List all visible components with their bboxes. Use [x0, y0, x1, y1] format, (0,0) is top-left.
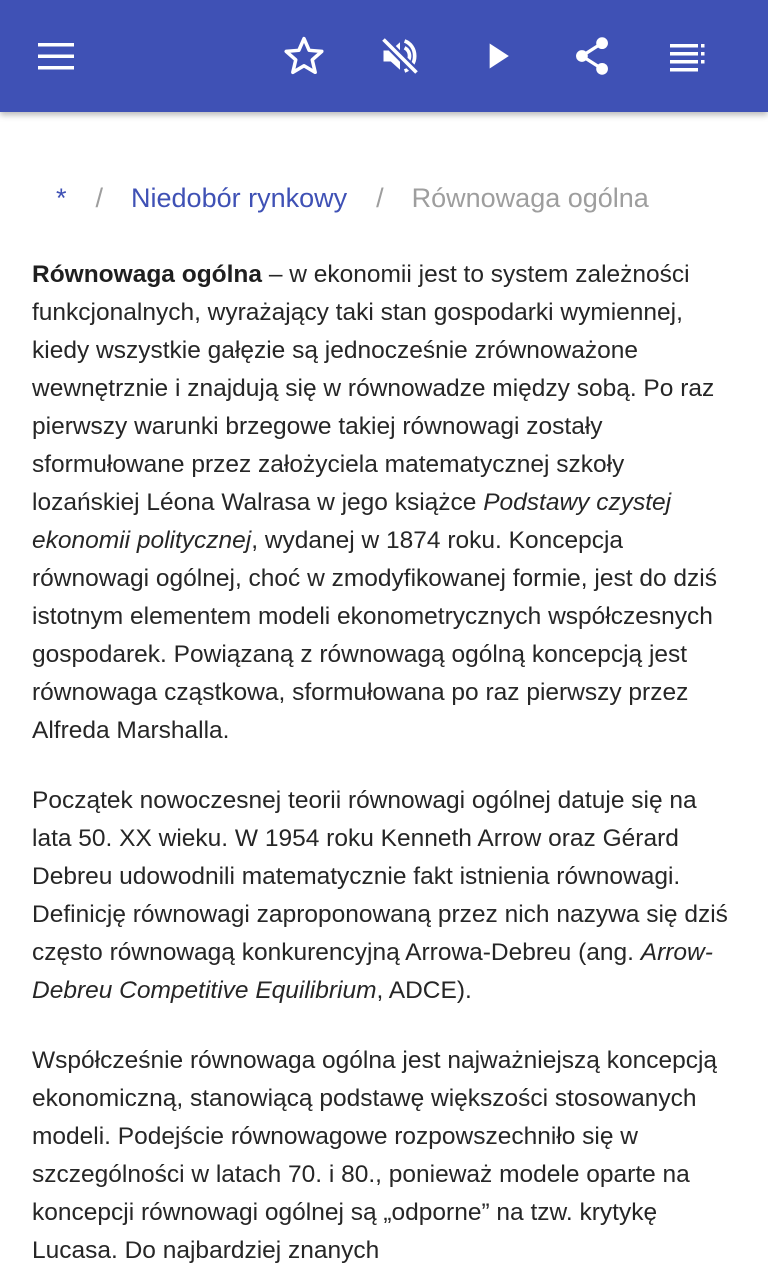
article-term: Równowaga ogólna: [32, 261, 263, 288]
english-term: Arrow-Debreu Competitive Equilibrium: [32, 939, 713, 1004]
paragraph-2: [32, 782, 736, 1010]
book-title: Podstawy czystej ekonomii politycznej: [32, 489, 672, 554]
breadcrumb-separator: /: [376, 183, 384, 213]
contents-button[interactable]: [660, 28, 716, 84]
menu-button[interactable]: [28, 28, 84, 84]
paragraph-text: , ADCE).: [376, 977, 472, 1004]
paragraph-text: – w ekonomii jest to system zależności funkcjonalnych, wyrażający taki stan gospodarki wymiennej, kiedy wszystkie gałęzie są jednocześnie zrównoważone wewnętrznie i znajdują się w równowadze między sobą. Po raz pierwszy warunki brzegowe takiej równowagi zostały sformułowane przez założyciela matematycznej szkoły lozańskiej Léona Walrasa w jego książce: [32, 261, 715, 516]
mute-button[interactable]: [372, 28, 428, 84]
breadcrumb-parent[interactable]: Niedobór rynkowy: [131, 183, 348, 213]
article-body: [32, 256, 736, 1280]
paragraph-text: Współcześnie równowaga ogólna jest najważniejszą koncepcją ekonomiczną, stanowiącą podstawę większości stosowanych modeli. Podejście równowagowe rozpowszechniło się w szczególności w latach 70. i 80., ponieważ modele oparte na koncepcji równowagi ogólnej są „odporne” na tzw. krytykę Lucasa. Do najbardziej znanych: [32, 1047, 718, 1264]
app-bar: [0, 0, 768, 112]
star-icon: [282, 34, 326, 78]
paragraph-1: [32, 256, 736, 750]
breadcrumb: [56, 182, 649, 214]
menu-icon: [36, 36, 76, 76]
bookmark-button[interactable]: [276, 28, 332, 84]
play-button[interactable]: [470, 28, 526, 84]
list-icon: [668, 36, 708, 76]
article-content: [0, 112, 768, 1280]
paragraph-3: [32, 1042, 736, 1270]
breadcrumb-current: Równowaga ogólna: [411, 183, 649, 213]
paragraph-text: , wydanej w 1874 roku. Koncepcja równowagi ogólnej, choć w zmodyfikowanej formie, jest do dziś istotnym elementem modeli ekonometrycznych współczesnych gospodarek. Powiązaną z równowagą ogólną koncepcją jest równowaga cząstkowa, sformułowana po raz pierwszy przez Alfreda Marshalla.: [32, 527, 717, 744]
breadcrumb-separator: /: [95, 183, 104, 213]
play-icon: [478, 36, 518, 76]
paragraph-text: Początek nowoczesnej teorii równowagi ogólnej datuje się na lata 50. XX wieku. W 1954 roku Kenneth Arrow oraz Gérard Debreu udowodnili matematycznie fakt istnienia równowagi. Definicję równowagi zaproponowaną przez nich nazywa się dziś często równowagą konkurencyjną Arrowa-Debreu (ang.: [32, 787, 728, 966]
breadcrumb-home[interactable]: *: [56, 183, 67, 213]
mute-icon: [378, 34, 422, 78]
share-icon: [570, 34, 614, 78]
share-button[interactable]: [564, 28, 620, 84]
